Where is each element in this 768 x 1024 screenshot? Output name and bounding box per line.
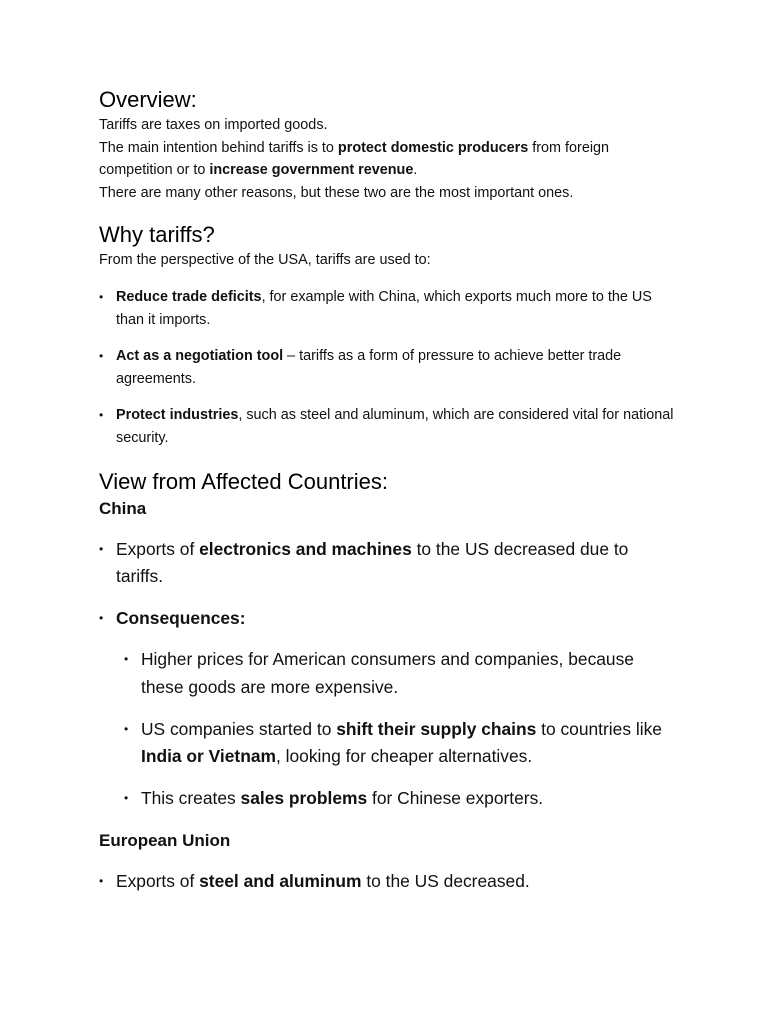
- text-run: from foreign competition or to: [99, 139, 610, 179]
- list-item: [99, 404, 679, 449]
- text-run: for Chinese exporters.: [367, 787, 544, 808]
- text-run: This creates: [141, 787, 241, 808]
- bold-text: Consequences:: [116, 607, 246, 628]
- list-item: [116, 646, 679, 701]
- text-run: Exports of: [116, 538, 200, 559]
- eu-list: [99, 868, 679, 896]
- text-run: , such as steel and aluminum, which are considered vital for national security.: [116, 407, 674, 446]
- bold-text: electronics and machines: [199, 538, 412, 559]
- bullet-icon: •: [124, 721, 129, 736]
- text-run: to the US decreased.: [361, 871, 530, 892]
- bold-text: increase government revenue: [209, 162, 414, 179]
- text-run: US companies started to: [141, 718, 337, 739]
- list-item: [99, 345, 679, 390]
- text-run: Exports of: [116, 871, 200, 892]
- list-item: [99, 868, 679, 896]
- bullet-icon: •: [99, 541, 104, 556]
- text-run: – tariffs as a form of pressure to achieve better trade agreements.: [116, 348, 622, 387]
- china-list: [99, 536, 679, 813]
- document-page: [99, 86, 679, 910]
- bold-text: protect domestic producers: [337, 139, 529, 156]
- affected-countries-section: [99, 468, 679, 896]
- text-run: .: [413, 162, 418, 179]
- bold-text: sales problems: [240, 787, 368, 808]
- why-tariffs-section: [99, 221, 679, 449]
- why-tariffs-heading: Why tariffs?: [99, 222, 215, 248]
- text-run: , for example with China, which exports much more to the US than it imports.: [116, 288, 652, 328]
- bold-text: Protect industries: [116, 407, 239, 424]
- list-item: [99, 536, 679, 591]
- list-item: [99, 605, 679, 813]
- china-heading: China: [99, 498, 147, 518]
- bold-text: steel and aluminum: [199, 871, 362, 892]
- why-tariffs-intro: From the perspective of the USA, tariffs are used to:: [99, 252, 431, 269]
- eu-heading: European Union: [99, 831, 231, 851]
- bold-text: Act as a negotiation tool: [116, 348, 284, 365]
- overview-intention: [99, 137, 679, 182]
- overview-heading: Overview:: [99, 87, 197, 112]
- text-run: The main intention behind tariffs is to: [99, 139, 338, 156]
- bullet-icon: •: [124, 652, 129, 667]
- text-run: Higher prices for American consumers and companies, because these goods are more expensive.: [141, 649, 634, 697]
- text-run: to countries like: [536, 718, 662, 739]
- overview-definition: Tariffs are taxes on imported goods.: [99, 117, 328, 133]
- bullet-icon: •: [99, 610, 104, 625]
- reasons-list: [99, 286, 679, 450]
- overview-section: [99, 86, 679, 204]
- list-item: [116, 785, 679, 813]
- list-item: [116, 716, 679, 771]
- text-run: , looking for cheaper alternatives.: [275, 746, 533, 767]
- bullet-icon: •: [124, 790, 129, 805]
- consequences-list: [116, 646, 679, 812]
- affected-countries-heading: View from Affected Countries:: [99, 468, 388, 494]
- bullet-icon: •: [99, 349, 104, 364]
- bullet-icon: •: [99, 408, 104, 423]
- overview-other-reasons: There are many other reasons, but these two are the most important ones.: [99, 184, 574, 201]
- text-run: to the US decreased due to tariffs.: [116, 538, 629, 587]
- list-item: [99, 286, 679, 331]
- bold-text: Reduce trade deficits: [116, 288, 262, 305]
- bullet-icon: •: [99, 289, 104, 304]
- bold-text: shift their supply chains: [336, 718, 537, 739]
- bold-text: India or Vietnam: [141, 746, 276, 767]
- bullet-icon: •: [99, 874, 104, 889]
